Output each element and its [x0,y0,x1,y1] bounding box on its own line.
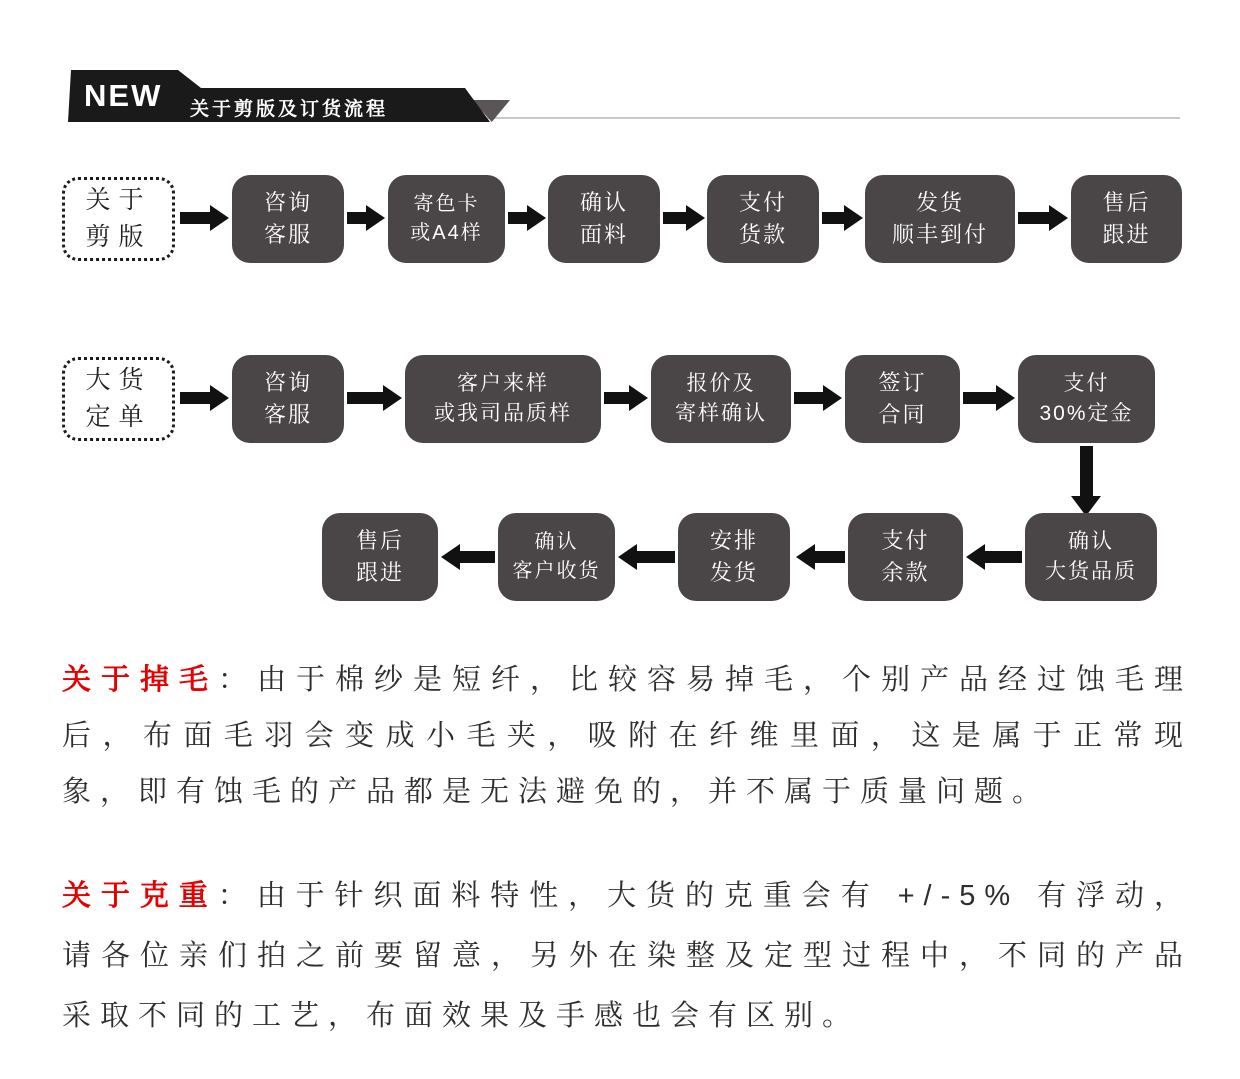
step-label-line1: 签订 [878,370,927,396]
step-label-line1: 支付 [1063,371,1110,395]
step-label-line2: 发货 [709,560,758,585]
flow-start-sample [62,177,175,261]
banner-new-badge: NEW [84,78,163,113]
step-label-line1: 确认 [579,190,628,216]
arrow-right-icon [180,205,229,231]
arrow-left-icon [441,544,495,570]
banner-title: 关于剪版及订货流程 [190,99,389,120]
step-label-line1: 售后 [1102,190,1151,216]
arrow-right-icon [347,385,402,411]
step-label-line1: 确认 [534,531,579,553]
arrow-right-icon [963,385,1015,411]
step-label-line1: 支付 [738,190,787,216]
arrow-right-icon [180,385,229,411]
step-label-line2: 客服 [263,402,312,427]
note-weight-label: 关于克重 [62,880,218,912]
flow-start-bulk [62,357,175,441]
flow-step-box [405,355,601,443]
arrow-down-icon [1071,446,1101,516]
arrow-right-icon [604,385,648,411]
step-label-line1: 售后 [355,528,404,554]
step-label-line2: 客服 [263,222,312,247]
flow-step-box [707,175,819,263]
note-separator: ： [218,664,257,696]
flow-step-box [1071,175,1182,263]
arrow-right-icon [1018,205,1068,231]
step-label-line2: 客户收货 [512,560,601,582]
flow-step-box [232,355,344,443]
step-label-line2: 货款 [738,222,787,247]
step-label-line1: 咨询 [263,370,312,396]
arrow-left-icon [618,544,675,570]
step-label-line1: 报价及 [686,371,756,395]
note-weight [62,866,1192,1046]
note-shedding-label: 关于掉毛 [62,664,218,696]
step-label-line2: 或我司品质样 [434,402,572,425]
flow-step-box [232,175,344,263]
flow-step-box [845,355,960,443]
flow-step-box [388,175,505,263]
note-weight-text: 由于针织面料特性，大货的克重会有 +/-5% 有浮动，请各位亲们拍之前要留意，另外在染整及定型过程中，不同的产品采取不同的工艺，布面效果及手感也会有区别。 [62,880,1192,1032]
step-label-line2: 跟进 [1102,222,1151,247]
step-label-line1: 支付 [881,528,930,554]
flow-step-box [678,513,790,601]
step-label-line2: 余款 [881,560,930,585]
step-label-line1: 确认 [1068,529,1114,553]
flow-step-box [322,513,438,601]
flow-start-sample-line2: 剪版 [85,223,152,251]
step-label-line1: 安排 [709,528,758,554]
note-separator: ： [217,880,257,912]
flow-start-bulk-line1: 大货 [85,365,152,394]
flow-start-sample-line1: 关于 [85,185,152,214]
step-label-line2: 面料 [579,222,628,247]
step-label-line2: 合同 [878,402,927,427]
flow-step-box [548,175,660,263]
step-label-line2: 寄样确认 [675,402,767,425]
step-label-line1: 咨询 [263,190,312,216]
flow-step-box [848,513,963,601]
step-label-line1: 寄色卡 [413,193,480,215]
flow-step-box [651,355,791,443]
flow-step-box [1025,513,1157,601]
step-label-line2: 30%定金 [1039,402,1134,425]
arrow-right-icon [347,205,385,231]
flow-start-bulk-line2: 定单 [85,403,152,431]
flow-step-box [865,175,1015,263]
step-label-line2: 跟进 [355,560,404,585]
arrow-right-icon [663,205,705,231]
step-label-line1: 发货 [915,190,964,216]
step-label-line2: 大货品质 [1045,560,1137,583]
step-label-line1: 客户来样 [457,371,549,395]
arrow-right-icon [822,205,863,231]
note-shedding-text: 由于棉纱是短纤，比较容易掉毛，个别产品经过蚀毛理后，布面毛羽会变成小毛夹，吸附在纤维里面，这是属于正常现象，即有蚀毛的产品都是无法避免的，并不属于质量问题。 [62,664,1192,808]
step-label-line2: 顺丰到付 [891,222,988,247]
flow-step-box [498,513,615,601]
step-label-line2: 或A4样 [410,222,483,244]
arrow-right-icon [794,385,842,411]
flow-step-box [1018,355,1155,443]
arrow-right-icon [508,205,546,231]
note-shedding [62,652,1192,820]
arrow-left-icon [966,544,1022,570]
arrow-left-icon [796,544,845,570]
